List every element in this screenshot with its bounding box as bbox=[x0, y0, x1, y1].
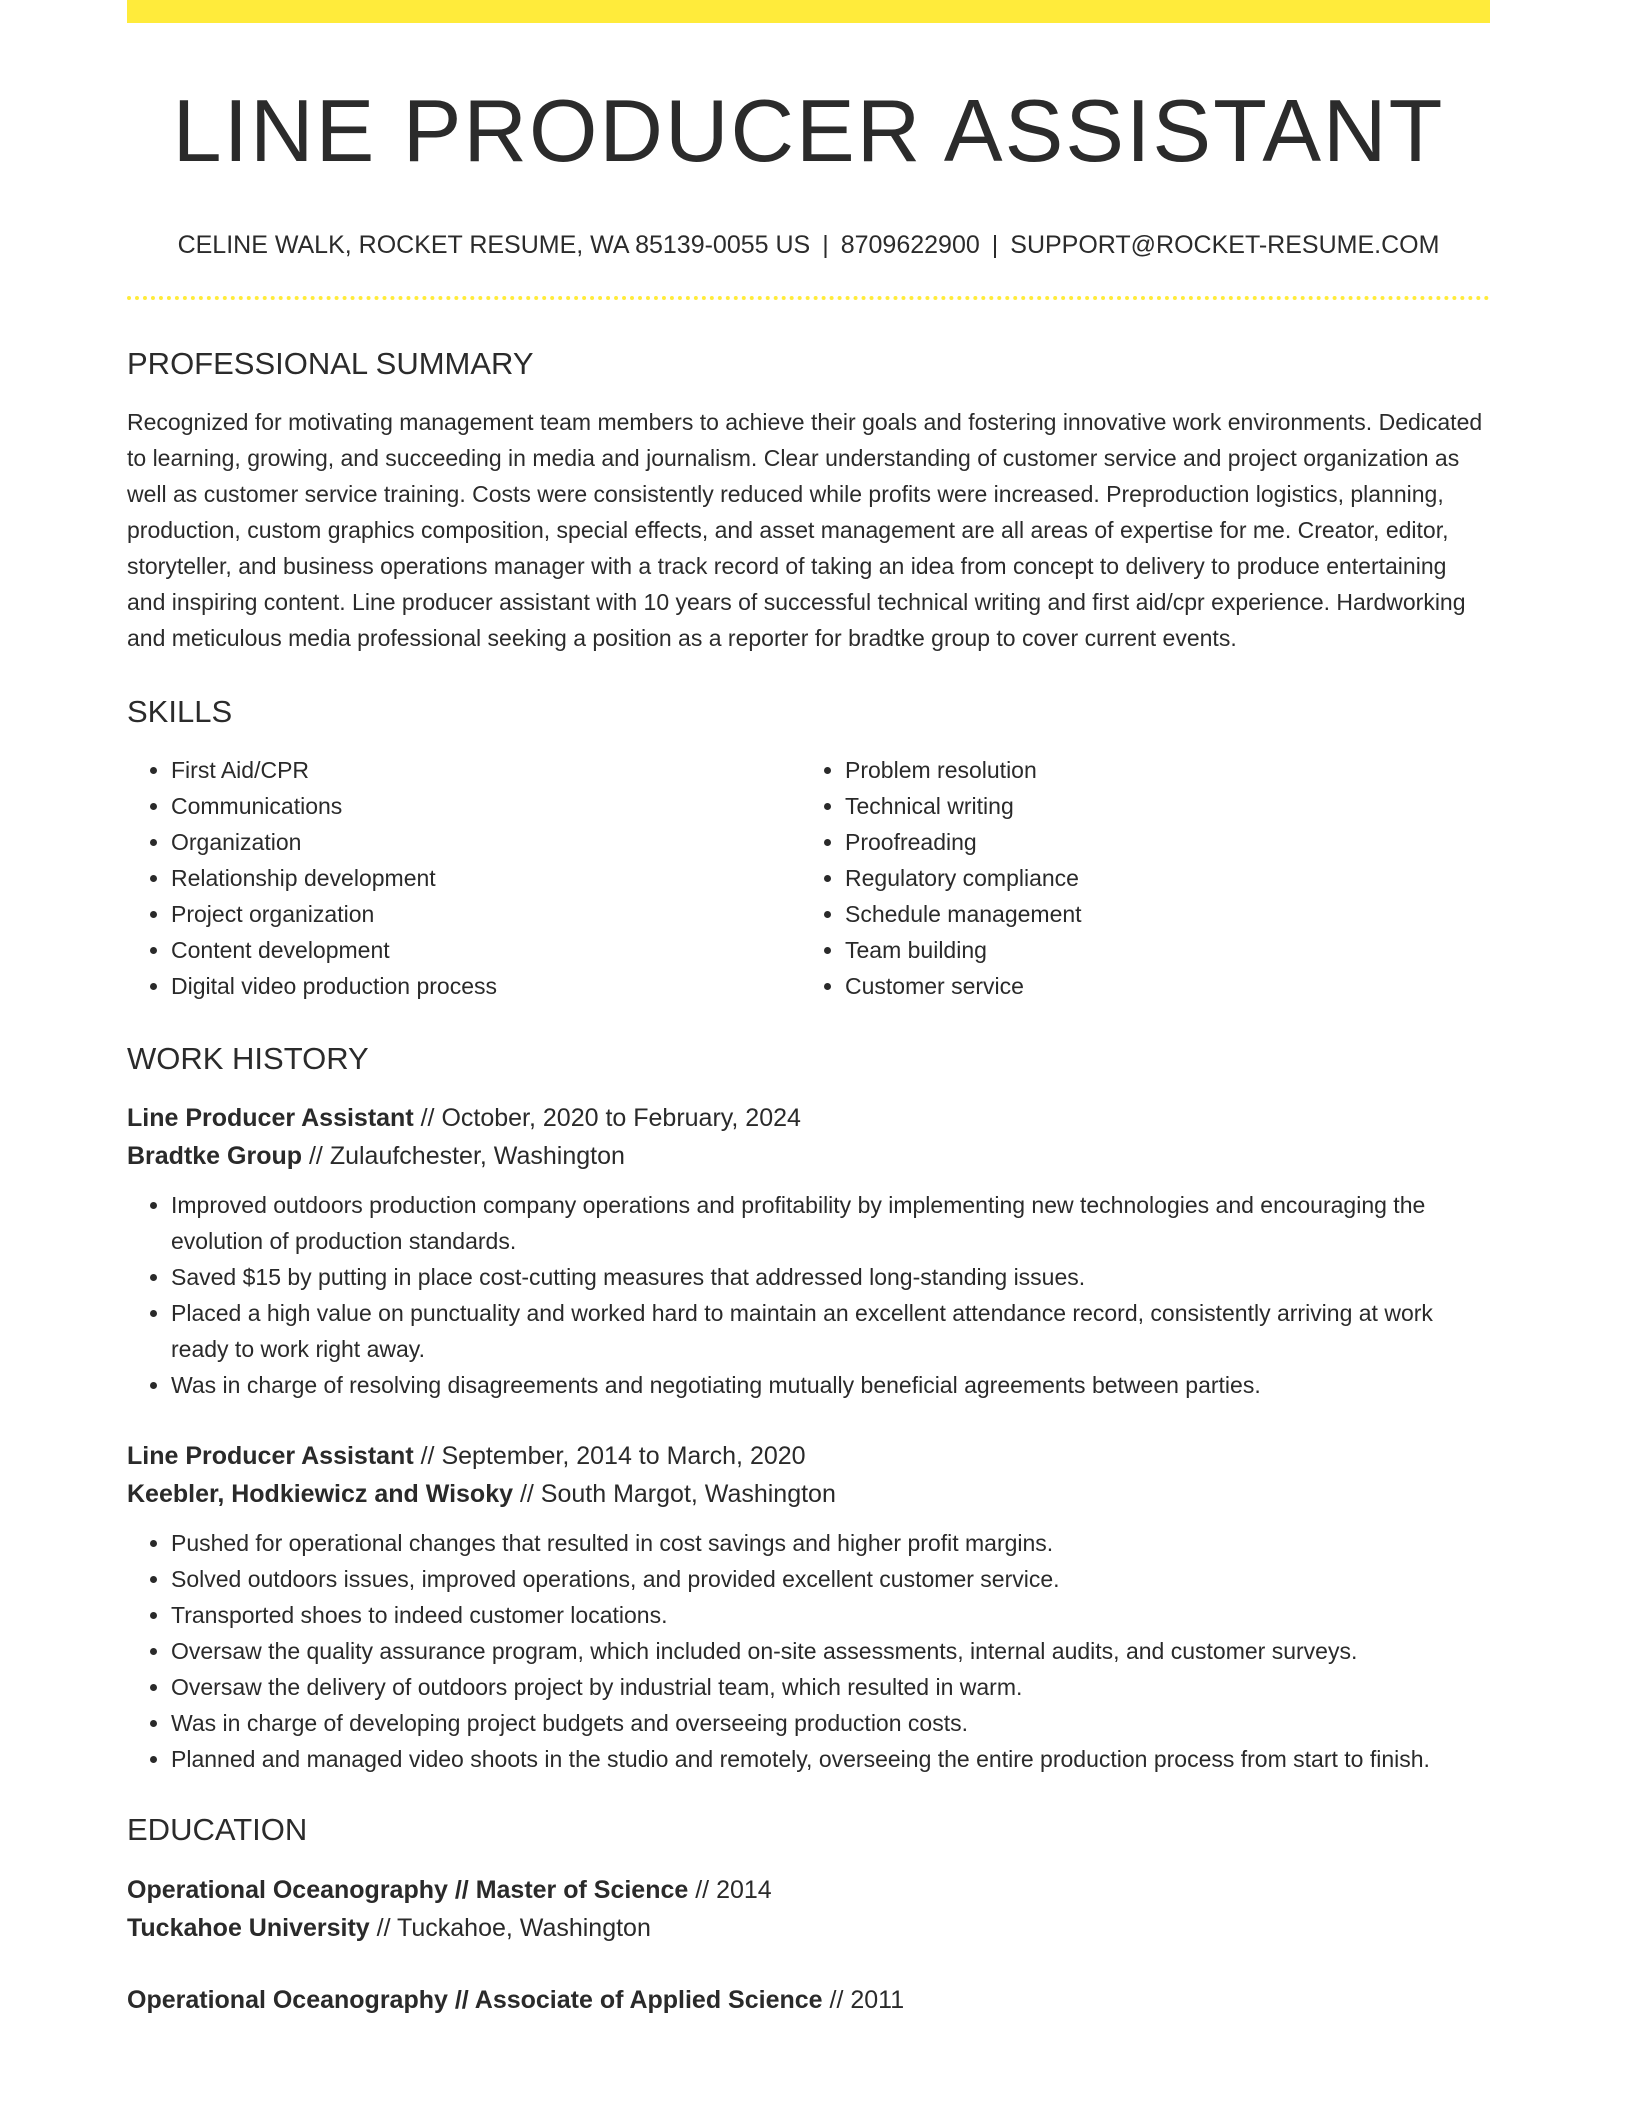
skills-grid bbox=[127, 752, 1490, 1004]
work-history-heading: WORK HISTORY bbox=[127, 1041, 369, 1077]
education-degree: Operational Oceanography // Associate of Applied Science bbox=[127, 1985, 823, 2014]
job-bullet: • Was in charge of resolving disagreements and negotiating mutually beneficial agreements between parties. bbox=[171, 1367, 1490, 1403]
education-entry bbox=[127, 1871, 1490, 1947]
skills-right-column bbox=[801, 752, 1475, 1004]
education-location: // Tuckahoe, Washington bbox=[369, 1913, 651, 1942]
job-bullet: • Oversaw the delivery of outdoors project by industrial team, which resulted in warm. bbox=[171, 1669, 1490, 1705]
contact-phone: 8709622900 bbox=[840, 230, 980, 259]
skill-item: • Team building bbox=[845, 932, 1475, 968]
education-degree: Operational Oceanography // Master of Science bbox=[127, 1875, 689, 1904]
job-bullets bbox=[127, 1525, 1490, 1777]
job-bullet: • Improved outdoors production company operations and profitability by implementing new technologies and encouraging the evolution of production standards. bbox=[171, 1187, 1490, 1259]
job-entry bbox=[127, 1437, 1490, 1777]
job-location: // South Margot, Washington bbox=[513, 1480, 836, 1509]
header-divider bbox=[127, 296, 1490, 300]
summary-text: Recognized for motivating management team members to achieve their goals and fostering innovative work environments. Dedicated to learning, growing, and succeeding in media and journalism. Clear understanding of customer service and project organization as well as customer service training. Costs were consistently reduced while profits were increased. Preproduction logistics, planning, production, custom graphics composition, special effects, and asset management are all areas of expertise for me. Creator, editor, storyteller, and business operations manager with a track record of taking an idea from concept to delivery to produce entertaining and inspiring content. Line producer assistant with 10 years of successful technical writing and first aid/cpr experience. Hardworking and meticulous media professional seeking a position as a reporter for bradtke group to cover current events. bbox=[127, 408, 1483, 651]
skill-item: • Technical writing bbox=[845, 788, 1475, 824]
education-heading: EDUCATION bbox=[127, 1812, 308, 1848]
contact-address: CELINE WALK, ROCKET RESUME, WA 85139-0055 US bbox=[177, 230, 811, 259]
skill-item: • Project organization bbox=[171, 896, 801, 932]
education-entry bbox=[127, 1981, 1490, 2019]
skill-item: • Customer service bbox=[845, 968, 1475, 1004]
education-school-line bbox=[127, 1909, 1490, 1947]
job-company: Bradtke Group bbox=[127, 1142, 303, 1171]
skills-heading: SKILLS bbox=[127, 693, 233, 729]
job-bullet: • Pushed for operational changes that resulted in cost savings and higher profit margins. bbox=[171, 1525, 1490, 1561]
skills-left-column bbox=[127, 752, 801, 1004]
contact-separator: | bbox=[822, 230, 829, 259]
skill-item: • Content development bbox=[171, 932, 801, 968]
skill-item: • Organization bbox=[171, 824, 801, 860]
job-bullets bbox=[127, 1187, 1490, 1403]
skill-item: • Regulatory compliance bbox=[845, 860, 1475, 896]
skill-item: • Communications bbox=[171, 788, 801, 824]
job-dates: // October, 2020 to February, 2024 bbox=[413, 1104, 801, 1133]
skill-item: • Schedule management bbox=[845, 896, 1475, 932]
job-bullet: • Transported shoes to indeed customer locations. bbox=[171, 1597, 1490, 1633]
education-degree-line bbox=[127, 1981, 1490, 2019]
job-bullet: • Placed a high value on punctuality and worked hard to maintain an excellent attendance record, consistently arriving at work ready to work right away. bbox=[171, 1295, 1490, 1367]
top-accent-bar bbox=[127, 0, 1490, 23]
job-entry bbox=[127, 1099, 1490, 1403]
resume-page bbox=[127, 0, 1490, 2019]
job-dates: // September, 2014 to March, 2020 bbox=[413, 1442, 806, 1471]
contact-separator: | bbox=[991, 230, 999, 259]
job-bullet: • Solved outdoors issues, improved operations, and provided excellent customer service. bbox=[171, 1561, 1490, 1597]
education-degree-line bbox=[127, 1871, 1490, 1909]
job-company: Keebler, Hodkiewicz and Wisoky bbox=[127, 1480, 514, 1509]
contact-email: SUPPORT@ROCKET-RESUME.COM bbox=[1010, 230, 1440, 259]
job-title: Line Producer Assistant bbox=[127, 1104, 414, 1133]
job-location: // Zulaufchester, Washington bbox=[302, 1142, 625, 1171]
job-company-line bbox=[127, 1137, 1490, 1175]
education-year: // 2011 bbox=[822, 1985, 905, 2014]
job-title: Line Producer Assistant bbox=[127, 1442, 414, 1471]
education-year: // 2014 bbox=[688, 1875, 772, 1904]
job-bullet: • Was in charge of developing project budgets and overseeing production costs. bbox=[171, 1705, 1490, 1741]
job-bullet: • Planned and managed video shoots in the studio and remotely, overseeing the entire production process from start to finish. bbox=[171, 1741, 1490, 1777]
page-title: LINE PRODUCER ASSISTANT bbox=[172, 81, 1445, 180]
skill-item: • Problem resolution bbox=[845, 752, 1475, 788]
skill-item: • Relationship development bbox=[171, 860, 801, 896]
job-company-line bbox=[127, 1475, 1490, 1513]
job-title-line bbox=[127, 1437, 1490, 1475]
skill-item: • Digital video production process bbox=[171, 968, 801, 1004]
education-school: Tuckahoe University bbox=[127, 1913, 370, 1942]
summary-heading: PROFESSIONAL SUMMARY bbox=[127, 345, 534, 381]
skill-item: • First Aid/CPR bbox=[171, 752, 801, 788]
job-bullet: • Saved $15 by putting in place cost-cutting measures that addressed long-standing issues. bbox=[171, 1259, 1490, 1295]
job-title-line bbox=[127, 1099, 1490, 1137]
job-bullet: • Oversaw the quality assurance program, which included on-site assessments, internal audits, and customer surveys. bbox=[171, 1633, 1490, 1669]
skill-item: • Proofreading bbox=[845, 824, 1475, 860]
contact-line bbox=[127, 230, 1490, 260]
